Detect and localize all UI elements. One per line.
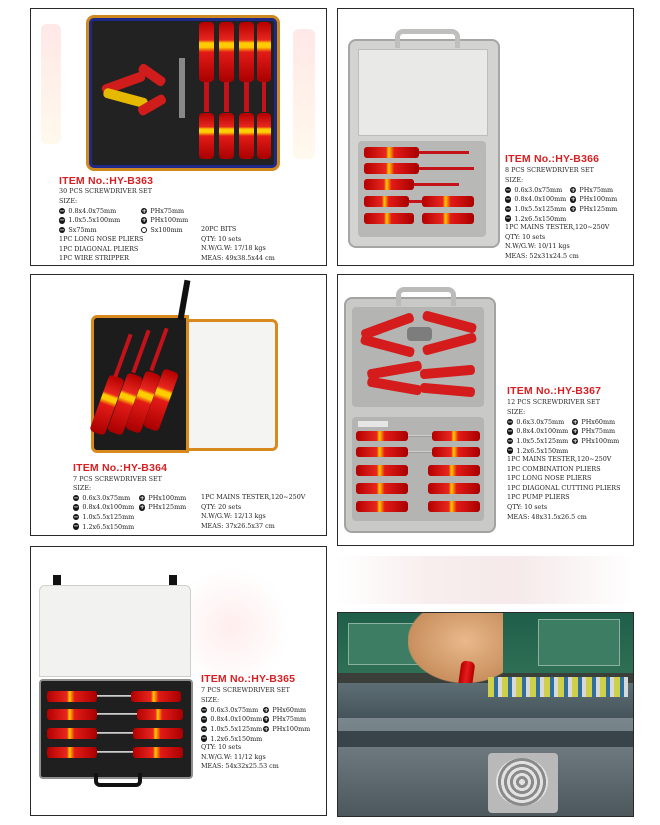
slotted-icon: − xyxy=(73,503,79,512)
phillips-icon: + xyxy=(141,216,147,225)
size-row: + PHx100mm xyxy=(572,436,620,445)
extra-item: N.W/G.W: 10/11 kgs xyxy=(505,242,570,251)
flat-size-list xyxy=(201,705,262,743)
phillips-size-list xyxy=(263,705,310,734)
extra-item: QTY: 10 sets xyxy=(505,232,546,241)
spec-item: QTY: 20 sets xyxy=(201,502,242,511)
phillips-size-list xyxy=(139,493,186,512)
phillips-icon: + xyxy=(263,715,269,724)
extra-items-list xyxy=(507,455,620,522)
size-row: + PHx100mm xyxy=(263,724,311,733)
size-row: − 0.8x4.0x100mm xyxy=(505,195,567,204)
size-row: + PHx75mm xyxy=(141,206,185,215)
size-row: − 0.6x3.0x75mm xyxy=(505,185,563,194)
size-row: − 1.0x5.5x125mm xyxy=(505,204,567,213)
size-row: − 0.6x3.0x75mm xyxy=(507,417,565,426)
spec-item: N.W/G.W: 17/18 kgs xyxy=(201,244,266,253)
size-label: SIZE: xyxy=(507,408,526,416)
size-row: − 1.2x6.5x150mm xyxy=(505,214,567,223)
spec-list xyxy=(201,225,275,263)
slotted-icon: − xyxy=(73,512,79,521)
set-description: 12 PCS SCREWDRIVER SET xyxy=(507,398,600,406)
size-row: + PHx75mm xyxy=(263,715,307,724)
phillips-size-list xyxy=(141,206,188,235)
item-number-title: ITEM No.:HY-B363 xyxy=(59,175,154,187)
spec-item: N.W/G.W: 11/12 kgs xyxy=(201,752,266,761)
size-row: + PHx100mm xyxy=(141,216,189,225)
size-row: + PHx60mm xyxy=(572,417,616,426)
phillips-icon: + xyxy=(263,724,269,733)
product-panel-b364 xyxy=(30,274,327,536)
slotted-icon: − xyxy=(59,225,65,234)
phillips-icon: + xyxy=(570,195,576,204)
extra-item: 1PC MAINS TESTER,120~250V xyxy=(505,223,610,231)
extra-item: MEAS: 48x31.5x26.5 cm xyxy=(507,512,587,521)
phillips-size-list xyxy=(570,185,617,214)
slotted-icon: − xyxy=(507,446,513,455)
fold-pouch-product-image xyxy=(91,315,276,450)
size-row: − 1.0x5.5x125mm xyxy=(201,724,263,733)
spec-item: MEAS: 54x32x25.53 cm xyxy=(201,762,279,771)
item-number-title: ITEM No.:HY-B365 xyxy=(201,673,296,685)
extra-item: 1PC COMBINATION PLIERS xyxy=(507,464,601,473)
extra-item: 1PC MAINS TESTER,120~250V xyxy=(507,455,612,463)
spec-item: 20PC BITS xyxy=(201,225,237,233)
size-row: + PHx100mm xyxy=(570,195,618,204)
slotted-icon: − xyxy=(507,436,513,445)
size-row: − 1.0x5.5x125mm xyxy=(73,512,135,521)
spec-item: QTY: 10 sets xyxy=(201,743,242,751)
extra-item: 1PC WIRE STRIPPER xyxy=(59,254,129,263)
spec-list xyxy=(201,493,305,531)
size-row: − 0.6x3.0x75mm xyxy=(201,705,259,714)
extra-items-list xyxy=(505,223,609,261)
spec-list xyxy=(201,743,279,772)
extra-items-list xyxy=(59,235,143,264)
size-row: − Sx75mm xyxy=(59,225,97,234)
size-row: − 0.6x3.0x75mm xyxy=(73,493,131,502)
slotted-icon: − xyxy=(505,214,511,223)
size-label: SIZE: xyxy=(73,484,92,492)
size-row: − 1.2x6.5x150mm xyxy=(201,734,263,743)
flat-size-list xyxy=(73,493,134,531)
extra-item: 1PC DIAGONAL CUTTING PLIERS xyxy=(507,483,621,492)
extra-item: 1PC PUMP PLIERS xyxy=(507,493,570,502)
phillips-icon: + xyxy=(139,493,145,502)
size-row: + PHx100mm xyxy=(139,493,187,502)
phillips-icon: + xyxy=(572,427,578,436)
phillips-icon: + xyxy=(263,705,269,714)
carry-case-product-image xyxy=(348,39,500,248)
phillips-icon: + xyxy=(572,436,578,445)
size-row: + PHx125mm xyxy=(139,503,187,512)
phillips-icon: + xyxy=(570,204,576,213)
product-panel-b365 xyxy=(30,546,327,816)
slotted-icon: − xyxy=(507,427,513,436)
extra-item: 1PC LONG NOSE PLIERS xyxy=(59,235,144,243)
set-description: 30 PCS SCREWDRIVER SET xyxy=(59,187,152,195)
size-label: SIZE: xyxy=(59,197,78,205)
slotted-icon: − xyxy=(201,734,207,743)
size-row: − 0.8x4.0x75mm xyxy=(59,206,117,215)
socket-icon xyxy=(141,227,147,233)
phillips-icon: + xyxy=(572,417,578,426)
slotted-icon: − xyxy=(505,185,511,194)
size-row: − 0.8x4.0x100mm xyxy=(73,503,135,512)
extra-item: QTY: 10 sets xyxy=(507,502,548,511)
size-row: + PHx125mm xyxy=(570,204,618,213)
background-screwdriver-image xyxy=(293,29,315,159)
spec-item: QTY: 10 sets xyxy=(201,234,242,243)
electrical-panel-photo xyxy=(337,612,634,817)
item-number-title: ITEM No.:HY-B367 xyxy=(507,385,602,397)
slotted-icon: − xyxy=(201,715,207,724)
slotted-icon: − xyxy=(201,705,207,714)
carry-case-product-image xyxy=(39,575,189,785)
extra-item: 1PC DIAGONAL PLIERS xyxy=(59,244,139,253)
item-number-title: ITEM No.:HY-B364 xyxy=(73,462,168,474)
set-description: 8 PCS SCREWDRIVER SET xyxy=(505,166,594,174)
size-row: − 0.8x4.0x100mm xyxy=(201,715,263,724)
size-row: − 1.0x5.5x125mm xyxy=(507,436,569,445)
slotted-icon: − xyxy=(201,724,207,733)
set-description: 7 PCS SCREWDRIVER SET xyxy=(201,686,290,694)
size-row: − 1.2x6.5x150mm xyxy=(73,522,135,531)
spec-item: N.W/G.W: 12/13 kgs xyxy=(201,512,266,521)
slotted-icon: − xyxy=(73,522,79,531)
set-description: 7 PCS SCREWDRIVER SET xyxy=(73,475,162,483)
size-label: SIZE: xyxy=(201,696,220,704)
size-row: − 1.2x6.5x150mm xyxy=(507,446,569,455)
size-row: Sx100mm xyxy=(141,225,188,235)
slotted-icon: − xyxy=(505,195,511,204)
item-number-title: ITEM No.:HY-B366 xyxy=(505,153,600,165)
phillips-size-list xyxy=(572,417,619,446)
carry-case-product-image xyxy=(344,297,496,533)
flat-size-list xyxy=(59,206,120,235)
zip-pouch-product-image xyxy=(86,15,280,171)
flat-size-list xyxy=(507,417,568,455)
product-panel-b367 xyxy=(337,274,634,546)
size-row: + PHx60mm xyxy=(263,705,307,714)
flat-size-list xyxy=(505,185,566,223)
slotted-icon: − xyxy=(507,417,513,426)
size-row: + PHx75mm xyxy=(572,427,616,436)
extra-item: 1PC LONG NOSE PLIERS xyxy=(507,474,592,483)
size-label: SIZE: xyxy=(505,176,524,184)
slotted-icon: − xyxy=(73,493,79,502)
slotted-icon: − xyxy=(505,204,511,213)
phillips-icon: + xyxy=(570,185,576,194)
background-screwdriver-image xyxy=(41,24,61,144)
phillips-icon: + xyxy=(141,206,147,215)
product-panel-b363 xyxy=(30,8,327,266)
size-row: − 1.0x5.5x100mm xyxy=(59,216,121,225)
spec-item: MEAS: 49x38.5x44 cm xyxy=(201,253,275,262)
phillips-icon: + xyxy=(139,503,145,512)
spec-item: MEAS: 37x26.5x37 cm xyxy=(201,521,275,530)
slotted-icon: − xyxy=(59,216,65,225)
extra-item: MEAS: 52x31x24.5 cm xyxy=(505,251,579,260)
product-panel-b366 xyxy=(337,8,634,266)
decorative-faded-strip xyxy=(337,556,634,604)
size-row: − 0.8x4.0x100mm xyxy=(507,427,569,436)
spec-item: 1PC MAINS TESTER,120~250V xyxy=(201,493,306,501)
size-row: + PHx75mm xyxy=(570,185,614,194)
slotted-icon: − xyxy=(59,206,65,215)
